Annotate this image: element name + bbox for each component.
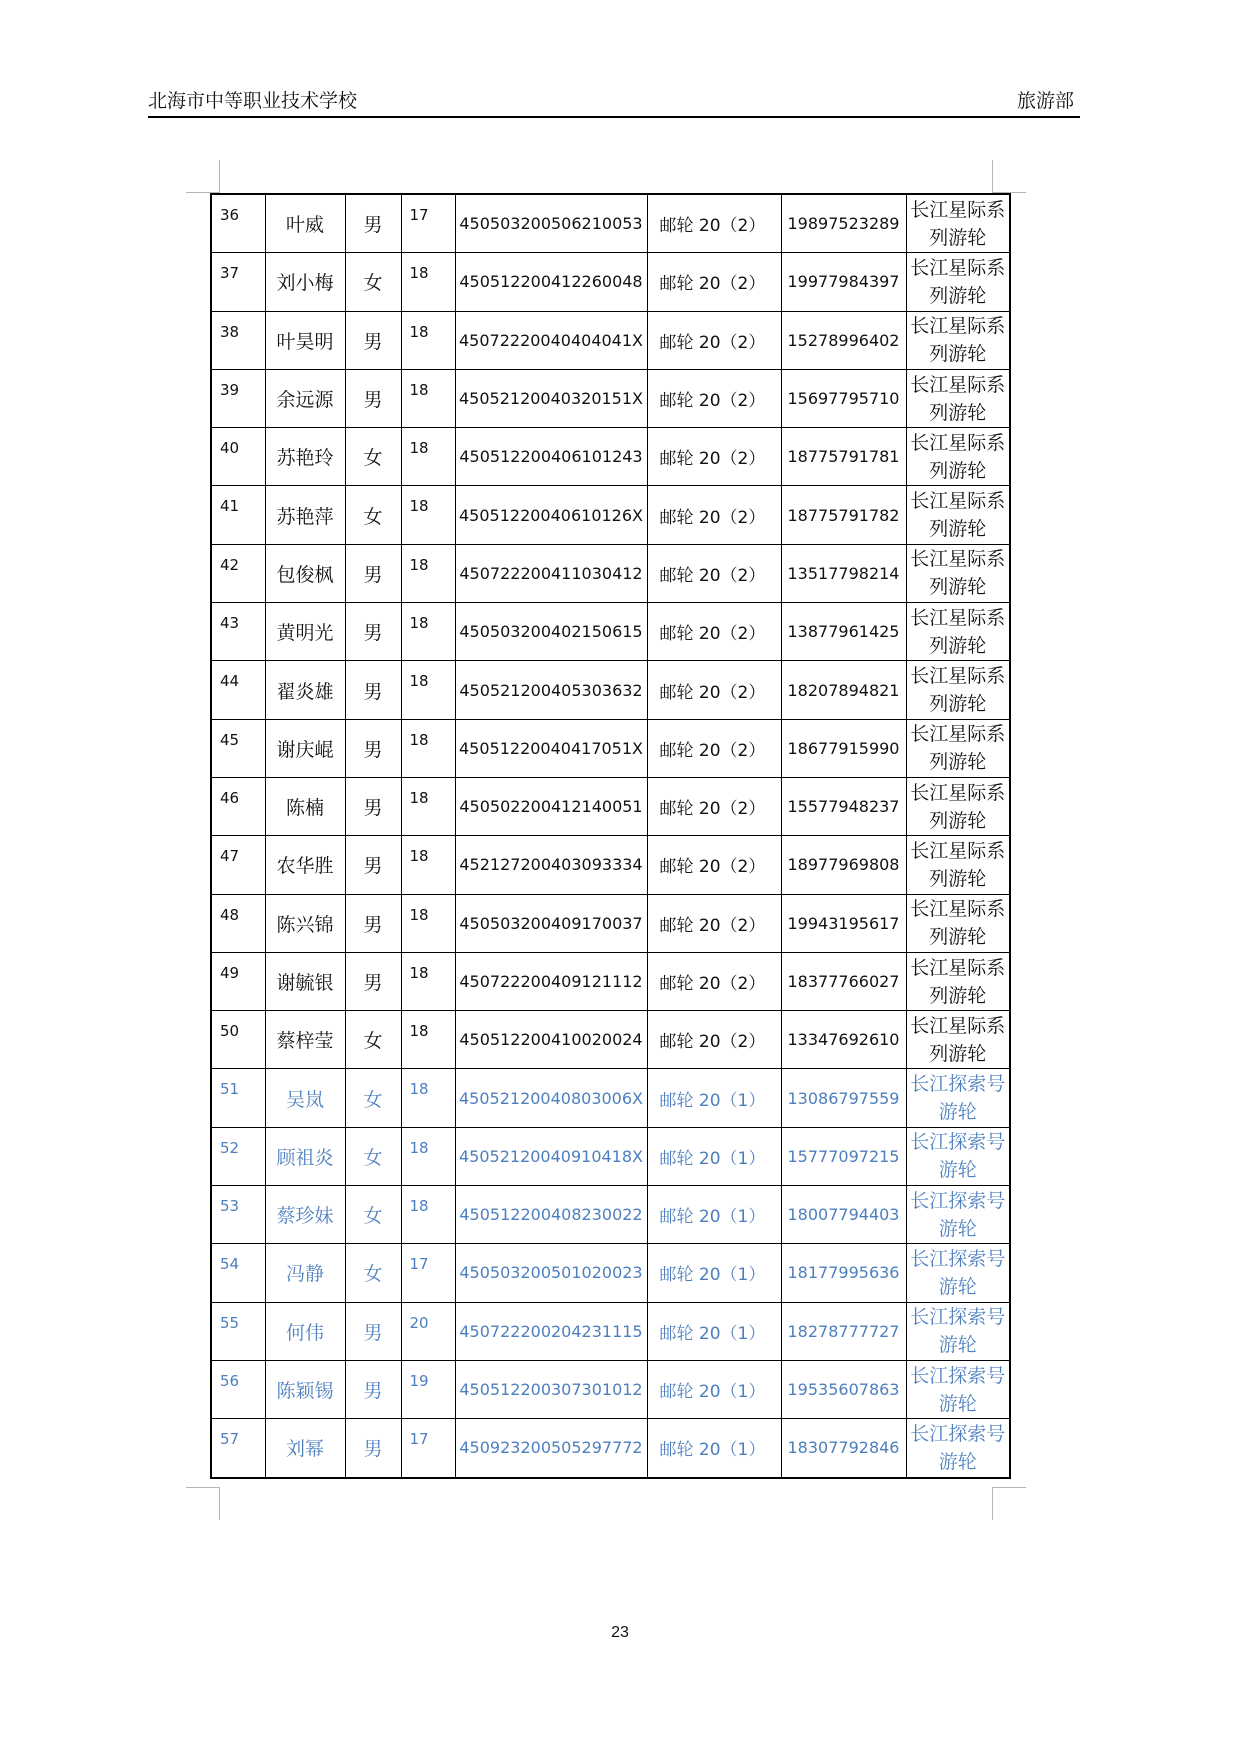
row-number-cell: 45 [211,719,265,777]
student-name-cell: 谢庆崐 [265,719,345,777]
table-row [211,1302,1010,1360]
student-name-cell: 苏艳萍 [265,486,345,544]
id-number-cell: 450502200412140051 [455,777,647,835]
crop-mark-top-right-v [992,160,993,193]
age-cell: 18 [401,369,455,427]
crop-mark-bottom-right-v [992,1487,993,1520]
phone-number-cell: 18977969808 [781,836,906,894]
class-name-cell: 邮轮 20（2） [647,428,781,486]
page-header [148,86,1080,118]
id-number-cell: 450503200409170037 [455,894,647,952]
gender-cell: 男 [345,777,401,835]
class-name-cell: 邮轮 20（2） [647,486,781,544]
gender-cell: 女 [345,1069,401,1127]
student-name-cell: 陈颖锡 [265,1360,345,1418]
age-cell: 18 [401,428,455,486]
student-name-cell: 黄明光 [265,603,345,661]
row-number-cell: 49 [211,952,265,1010]
gender-cell: 女 [345,428,401,486]
destination-cell: 长江星际系列游轮 [906,253,1010,311]
class-name-cell: 邮轮 20（1） [647,1069,781,1127]
destination-cell: 长江星际系列游轮 [906,836,1010,894]
class-name-cell: 邮轮 20（2） [647,719,781,777]
crop-mark-bottom-left-v [219,1487,220,1520]
phone-number-cell: 18278777727 [781,1302,906,1360]
age-cell: 18 [401,952,455,1010]
table-row [211,1069,1010,1127]
student-roster-table [210,193,1011,1479]
gender-cell: 女 [345,253,401,311]
table-row [211,836,1010,894]
table-row [211,1011,1010,1069]
phone-number-cell: 18677915990 [781,719,906,777]
age-cell: 18 [401,1127,455,1185]
class-name-cell: 邮轮 20（2） [647,369,781,427]
class-name-cell: 邮轮 20（1） [647,1244,781,1302]
gender-cell: 女 [345,1244,401,1302]
school-name: 北海市中等职业技术学校 [148,90,358,112]
age-cell: 18 [401,661,455,719]
student-name-cell: 何伟 [265,1302,345,1360]
id-number-cell: 450503200506210053 [455,194,647,253]
table-row [211,894,1010,952]
table-row [211,486,1010,544]
gender-cell: 男 [345,1360,401,1418]
destination-cell: 长江星际系列游轮 [906,777,1010,835]
phone-number-cell: 13517798214 [781,544,906,602]
student-name-cell: 苏艳玲 [265,428,345,486]
gender-cell: 男 [345,719,401,777]
phone-number-cell: 19977984397 [781,253,906,311]
destination-cell: 长江星际系列游轮 [906,719,1010,777]
table-row [211,1244,1010,1302]
age-cell: 18 [401,894,455,952]
id-number-cell: 450722200409121112 [455,952,647,1010]
table-row [211,311,1010,369]
class-name-cell: 邮轮 20（2） [647,603,781,661]
destination-cell: 长江星际系列游轮 [906,603,1010,661]
id-number-cell: 45052120040320151X [455,369,647,427]
phone-number-cell: 19897523289 [781,194,906,253]
row-number-cell: 39 [211,369,265,427]
gender-cell: 男 [345,952,401,1010]
student-name-cell: 刘幂 [265,1419,345,1478]
table-row [211,253,1010,311]
student-name-cell: 顾祖炎 [265,1127,345,1185]
destination-cell: 长江探索号游轮 [906,1419,1010,1478]
student-name-cell: 吴岚 [265,1069,345,1127]
phone-number-cell: 13347692610 [781,1011,906,1069]
phone-number-cell: 18377766027 [781,952,906,1010]
age-cell: 18 [401,836,455,894]
id-number-cell: 450512200408230022 [455,1186,647,1244]
phone-number-cell: 15777097215 [781,1127,906,1185]
class-name-cell: 邮轮 20（2） [647,311,781,369]
row-number-cell: 42 [211,544,265,602]
gender-cell: 男 [345,836,401,894]
student-name-cell: 谢毓银 [265,952,345,1010]
gender-cell: 男 [345,369,401,427]
destination-cell: 长江星际系列游轮 [906,544,1010,602]
phone-number-cell: 18207894821 [781,661,906,719]
student-name-cell: 陈楠 [265,777,345,835]
row-number-cell: 52 [211,1127,265,1185]
gender-cell: 女 [345,486,401,544]
table-row [211,1419,1010,1478]
gender-cell: 男 [345,194,401,253]
gender-cell: 女 [345,1127,401,1185]
department-name: 旅游部 [1016,90,1074,112]
id-number-cell: 450722200411030412 [455,544,647,602]
destination-cell: 长江星际系列游轮 [906,661,1010,719]
row-number-cell: 51 [211,1069,265,1127]
gender-cell: 女 [345,1011,401,1069]
gender-cell: 男 [345,661,401,719]
gender-cell: 男 [345,1302,401,1360]
class-name-cell: 邮轮 20（2） [647,836,781,894]
phone-number-cell: 19535607863 [781,1360,906,1418]
id-number-cell: 450512200406101243 [455,428,647,486]
phone-number-cell: 18775791782 [781,486,906,544]
class-name-cell: 邮轮 20（1） [647,1186,781,1244]
phone-number-cell: 18307792846 [781,1419,906,1478]
class-name-cell: 邮轮 20（2） [647,194,781,253]
table-row [211,428,1010,486]
id-number-cell: 45052120040803006X [455,1069,647,1127]
destination-cell: 长江星际系列游轮 [906,486,1010,544]
destination-cell: 长江探索号游轮 [906,1186,1010,1244]
id-number-cell: 452127200403093334 [455,836,647,894]
age-cell: 18 [401,603,455,661]
student-name-cell: 翟炎雄 [265,661,345,719]
id-number-cell: 450512200412260048 [455,253,647,311]
row-number-cell: 40 [211,428,265,486]
row-number-cell: 41 [211,486,265,544]
class-name-cell: 邮轮 20（1） [647,1302,781,1360]
crop-mark-bottom-right-h [993,1487,1026,1488]
table-row [211,1186,1010,1244]
phone-number-cell: 13086797559 [781,1069,906,1127]
row-number-cell: 56 [211,1360,265,1418]
phone-number-cell: 15577948237 [781,777,906,835]
row-number-cell: 46 [211,777,265,835]
class-name-cell: 邮轮 20（2） [647,894,781,952]
class-name-cell: 邮轮 20（1） [647,1419,781,1478]
row-number-cell: 54 [211,1244,265,1302]
row-number-cell: 43 [211,603,265,661]
age-cell: 18 [401,1011,455,1069]
destination-cell: 长江星际系列游轮 [906,1011,1010,1069]
gender-cell: 男 [345,544,401,602]
table-row [211,544,1010,602]
gender-cell: 男 [345,311,401,369]
age-cell: 17 [401,1419,455,1478]
destination-cell: 长江探索号游轮 [906,1127,1010,1185]
table-row [211,1127,1010,1185]
row-number-cell: 48 [211,894,265,952]
id-number-cell: 45052120040910418X [455,1127,647,1185]
destination-cell: 长江探索号游轮 [906,1360,1010,1418]
table-row [211,1360,1010,1418]
id-number-cell: 450512200410020024 [455,1011,647,1069]
id-number-cell: 450512200307301012 [455,1360,647,1418]
age-cell: 20 [401,1302,455,1360]
phone-number-cell: 19943195617 [781,894,906,952]
destination-cell: 长江探索号游轮 [906,1244,1010,1302]
row-number-cell: 37 [211,253,265,311]
phone-number-cell: 18177995636 [781,1244,906,1302]
row-number-cell: 47 [211,836,265,894]
row-number-cell: 53 [211,1186,265,1244]
roster-body [211,194,1010,1478]
age-cell: 17 [401,194,455,253]
age-cell: 18 [401,486,455,544]
age-cell: 19 [401,1360,455,1418]
age-cell: 18 [401,1069,455,1127]
phone-number-cell: 18007794403 [781,1186,906,1244]
row-number-cell: 50 [211,1011,265,1069]
student-name-cell: 农华胜 [265,836,345,894]
age-cell: 18 [401,777,455,835]
phone-number-cell: 15278996402 [781,311,906,369]
row-number-cell: 44 [211,661,265,719]
gender-cell: 男 [345,1419,401,1478]
row-number-cell: 36 [211,194,265,253]
table-row [211,661,1010,719]
destination-cell: 长江星际系列游轮 [906,369,1010,427]
class-name-cell: 邮轮 20（2） [647,253,781,311]
age-cell: 18 [401,719,455,777]
table-row [211,194,1010,253]
destination-cell: 长江探索号游轮 [906,1302,1010,1360]
table-row [211,369,1010,427]
crop-mark-top-left-v [219,160,220,193]
destination-cell: 长江星际系列游轮 [906,311,1010,369]
row-number-cell: 55 [211,1302,265,1360]
row-number-cell: 57 [211,1419,265,1478]
class-name-cell: 邮轮 20（2） [647,1011,781,1069]
age-cell: 18 [401,1186,455,1244]
row-number-cell: 38 [211,311,265,369]
student-name-cell: 陈兴锦 [265,894,345,952]
class-name-cell: 邮轮 20（2） [647,661,781,719]
class-name-cell: 邮轮 20（2） [647,777,781,835]
student-name-cell: 蔡梓莹 [265,1011,345,1069]
student-name-cell: 余远源 [265,369,345,427]
id-number-cell: 45051220040417051X [455,719,647,777]
age-cell: 18 [401,253,455,311]
crop-mark-bottom-left-h [186,1487,219,1488]
id-number-cell: 45072220040404041X [455,311,647,369]
id-number-cell: 450521200405303632 [455,661,647,719]
gender-cell: 女 [345,1186,401,1244]
id-number-cell: 450503200402150615 [455,603,647,661]
student-name-cell: 冯静 [265,1244,345,1302]
id-number-cell: 450923200505297772 [455,1419,647,1478]
age-cell: 18 [401,311,455,369]
age-cell: 17 [401,1244,455,1302]
table-row [211,603,1010,661]
student-name-cell: 包俊枫 [265,544,345,602]
class-name-cell: 邮轮 20（2） [647,952,781,1010]
destination-cell: 长江探索号游轮 [906,1069,1010,1127]
destination-cell: 长江星际系列游轮 [906,194,1010,253]
gender-cell: 男 [345,603,401,661]
student-name-cell: 刘小梅 [265,253,345,311]
table-row [211,952,1010,1010]
gender-cell: 男 [345,894,401,952]
phone-number-cell: 13877961425 [781,603,906,661]
phone-number-cell: 18775791781 [781,428,906,486]
page-number: 23 [611,1624,629,1641]
table-row [211,777,1010,835]
student-name-cell: 叶威 [265,194,345,253]
phone-number-cell: 15697795710 [781,369,906,427]
id-number-cell: 450503200501020023 [455,1244,647,1302]
id-number-cell: 450722200204231115 [455,1302,647,1360]
destination-cell: 长江星际系列游轮 [906,428,1010,486]
id-number-cell: 45051220040610126X [455,486,647,544]
age-cell: 18 [401,544,455,602]
class-name-cell: 邮轮 20（2） [647,544,781,602]
student-name-cell: 蔡珍妹 [265,1186,345,1244]
student-name-cell: 叶昊明 [265,311,345,369]
destination-cell: 长江星际系列游轮 [906,952,1010,1010]
table-row [211,719,1010,777]
class-name-cell: 邮轮 20（1） [647,1127,781,1185]
destination-cell: 长江星际系列游轮 [906,894,1010,952]
class-name-cell: 邮轮 20（1） [647,1360,781,1418]
